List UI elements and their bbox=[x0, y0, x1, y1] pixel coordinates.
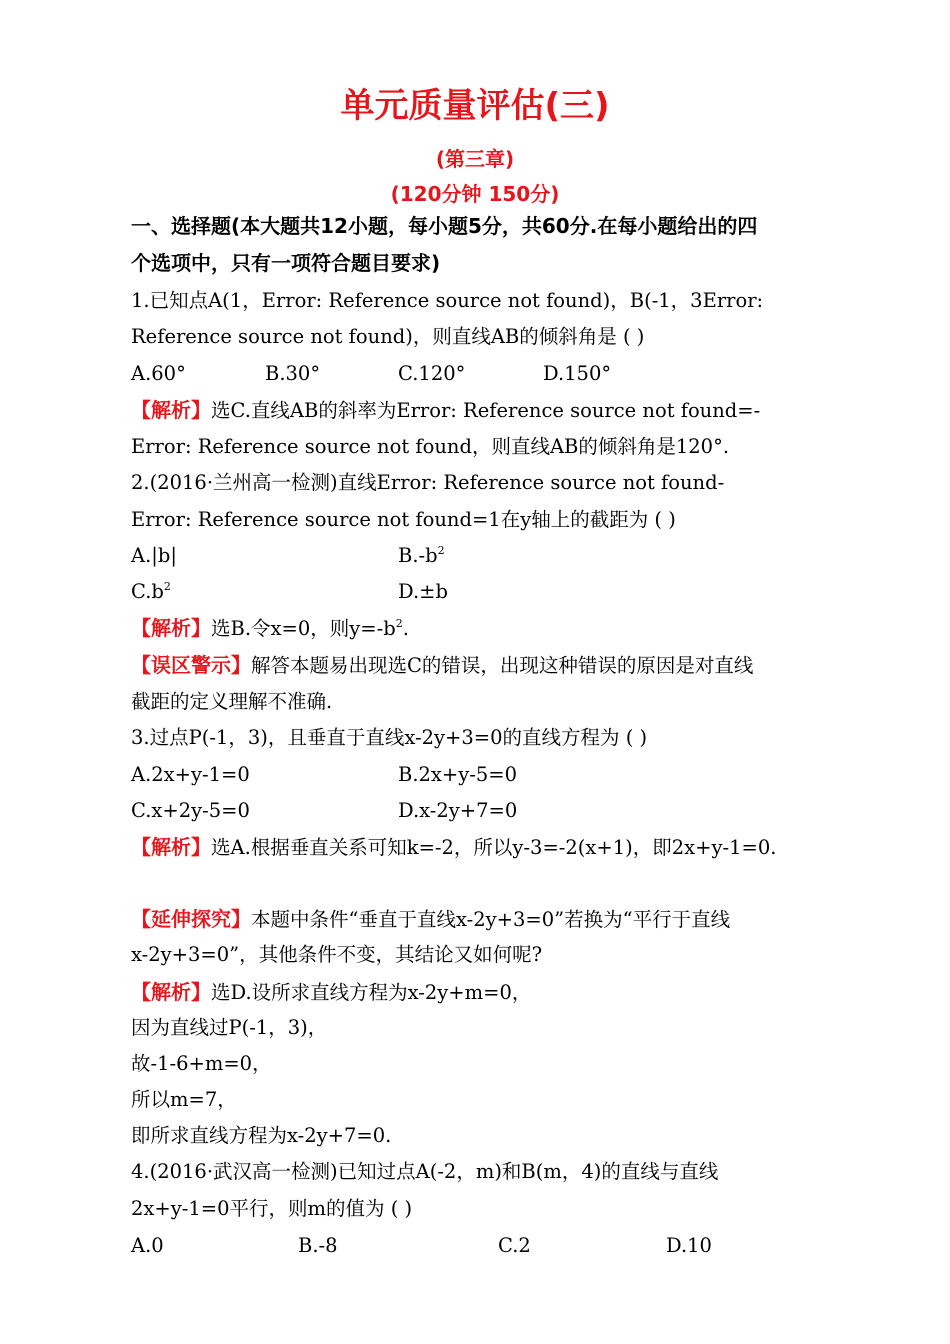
mistake-tag: 【误区警示】 bbox=[131, 653, 251, 677]
q1-stem: 1.已知点A(1，Error: Reference source not found)，B(-1，3Error: bbox=[131, 289, 764, 312]
q3-option-b: B.2x+y-5=0 bbox=[398, 763, 518, 786]
q2-option-b bbox=[398, 543, 445, 569]
q2-analysis-sup: 2 bbox=[395, 617, 403, 630]
q3-extension-analysis bbox=[131, 979, 531, 1006]
section-heading: 一、选择题(本大题共12小题，每小题5分，共60分.在每小题给出的四 bbox=[131, 214, 758, 238]
q2-analysis-text: 选B.令x=0，则y=-b bbox=[211, 617, 396, 640]
q1-option-a: A.60° bbox=[131, 362, 186, 385]
q4-stem: 4.(2016·武汉高一检测)已知过点A(-2，m)和B(m，4)的直线与直线 bbox=[131, 1160, 719, 1183]
q2-mistake-cont: 截距的定义理解不准确. bbox=[131, 690, 333, 713]
q3-extension-step-2: 因为直线过P(-1，3)， bbox=[131, 1016, 328, 1039]
q1-analysis-text: 选C.直线AB的斜率为Error: Reference source not found=- bbox=[211, 399, 761, 422]
analysis-tag: 【解析】 bbox=[131, 980, 211, 1004]
time-score-label: (120分钟 150分) bbox=[390, 182, 560, 206]
q1-analysis-cont: Error: Reference source not found，则直线AB的倾斜角是120°. bbox=[131, 435, 730, 458]
q2-stem: 2.(2016·兰州高一检测)直线Error: Reference source not found- bbox=[131, 471, 725, 494]
q2-option-d: D.±b bbox=[398, 580, 448, 603]
extension-tag: 【延伸探究】 bbox=[131, 907, 251, 931]
q4-stem-cont: 2x+y-1=0平行，则m的值为 ( ) bbox=[131, 1197, 413, 1220]
section-heading-cont: 个选项中，只有一项符合题目要求) bbox=[131, 251, 441, 275]
q2-option-b-text: B.-b bbox=[398, 544, 438, 567]
q3-extension-step-3: 故-1-6+m=0， bbox=[131, 1052, 272, 1075]
q3-extension-answer: 选D.设所求直线方程为x-2y+m=0， bbox=[211, 981, 532, 1004]
q2-analysis bbox=[131, 615, 409, 642]
q2-option-b-sup: 2 bbox=[437, 544, 445, 557]
q2-mistake-note bbox=[131, 652, 753, 679]
analysis-tag: 【解析】 bbox=[131, 616, 211, 640]
q4-option-d: D.10 bbox=[666, 1234, 712, 1257]
analysis-tag: 【解析】 bbox=[131, 835, 211, 859]
q2-option-c-text: C.b bbox=[131, 580, 164, 603]
q3-option-d: D.x-2y+7=0 bbox=[398, 799, 518, 822]
q3-extension-cont: x-2y+3=0”，其他条件不变，其结论又如何呢? bbox=[131, 943, 543, 966]
q2-stem-cont: Error: Reference source not found=1在y轴上的截距为 ( ) bbox=[131, 508, 676, 531]
q4-option-c: C.2 bbox=[498, 1234, 531, 1257]
analysis-tag: 【解析】 bbox=[131, 398, 211, 422]
chapter-label: (第三章) bbox=[435, 147, 515, 171]
q3-option-c: C.x+2y-5=0 bbox=[131, 799, 250, 822]
q3-extension-text: 本题中条件“垂直于直线x-2y+3=0”若换为“平行于直线 bbox=[251, 908, 731, 931]
q3-option-a: A.2x+y-1=0 bbox=[131, 763, 250, 786]
q1-stem-cont: Reference source not found)，则直线AB的倾斜角是 ( ) bbox=[131, 325, 645, 348]
q2-option-a: A.|b| bbox=[131, 544, 177, 567]
q2-option-c-sup: 2 bbox=[163, 580, 171, 593]
q1-option-b: B.30° bbox=[265, 362, 321, 385]
q3-extension-step-4: 所以m=7， bbox=[131, 1088, 237, 1111]
q3-stem: 3.过点P(-1，3)，且垂直于直线x-2y+3=0的直线方程为 ( ) bbox=[131, 726, 648, 749]
q3-analysis bbox=[131, 834, 776, 861]
q3-extension bbox=[131, 906, 730, 933]
q4-option-b: B.-8 bbox=[298, 1234, 338, 1257]
q2-option-c bbox=[131, 579, 171, 605]
q3-extension-step-5: 即所求直线方程为x-2y+7=0. bbox=[131, 1124, 392, 1147]
q3-analysis-text: 选A.根据垂直关系可知k=-2，所以y-3=-2(x+1)，即2x+y-1=0. bbox=[211, 836, 777, 859]
page-title: 单元质量评估(三) bbox=[340, 86, 610, 126]
q1-option-c: C.120° bbox=[398, 362, 466, 385]
q2-mistake-text: 解答本题易出现选C的错误，出现这种错误的原因是对直线 bbox=[251, 654, 754, 677]
q4-option-a: A.0 bbox=[131, 1234, 164, 1257]
q2-analysis-end: . bbox=[402, 617, 409, 640]
q1-analysis bbox=[131, 397, 760, 424]
q1-option-d: D.150° bbox=[543, 362, 612, 385]
